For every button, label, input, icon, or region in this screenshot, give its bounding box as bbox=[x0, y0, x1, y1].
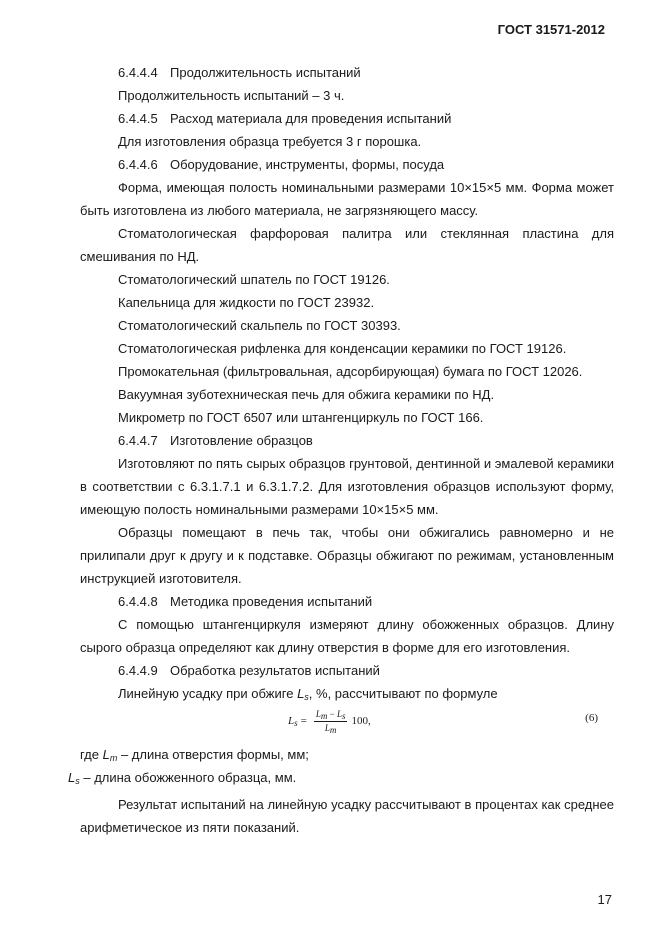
section-number: 6.4.4.8 bbox=[118, 594, 158, 609]
paragraph: Стоматологическая фарфоровая палитра или стеклянная пластина для смешивания по НД. bbox=[80, 226, 614, 264]
where-line-lm: где $L_m$ – длина отверстия формы, мм; bbox=[80, 747, 309, 763]
section-6-4-4-4 bbox=[80, 61, 614, 84]
paragraph: Образцы помещают в печь так, чтобы они обжигались равномерно и не прилипали друг к другу и к подставке. Образцы обжигают по режимам, установленным инструкцией изготовителя. bbox=[80, 525, 614, 586]
section-6-4-4-8 bbox=[80, 590, 614, 613]
section-number: 6.4.4.6 bbox=[118, 157, 158, 172]
section-title: Расход материала для проведения испытаний bbox=[170, 111, 452, 126]
section-6-4-4-6 bbox=[80, 153, 614, 176]
paragraph: Изготовляют по пять сырых образцов грунтовой, дентинной и эмалевой керамики в соответствии с 6.3.1.7.1 и 6.3.1.7.2. Для изготовления образцов используют форму, имеющую полость номинальными размерами 10×15×5 мм. bbox=[80, 456, 614, 517]
paragraph: Вакуумная зуботехническая печь для обжига керамики по НД. bbox=[118, 387, 495, 402]
paragraph: Микрометр по ГОСТ 6507 или штангенциркуль по ГОСТ 166. bbox=[118, 410, 484, 425]
paragraph: Результат испытаний на линейную усадку рассчитывают в процентах как среднее арифметическое из пяти показаний. bbox=[80, 797, 614, 835]
section-6-4-4-7 bbox=[80, 429, 614, 452]
where-line-ls: $L_s$ – длина обожженного образца, мм. bbox=[68, 770, 297, 786]
section-title: Изготовление образцов bbox=[170, 433, 313, 448]
section-title: Продолжительность испытаний bbox=[170, 65, 361, 80]
page-number: 17 bbox=[597, 892, 612, 907]
paragraph: Стоматологическая рифленка для конденсации керамики по ГОСТ 19126. bbox=[118, 341, 567, 356]
paragraph: Продолжительность испытаний – 3 ч. bbox=[118, 88, 345, 103]
page-content bbox=[68, 61, 614, 839]
formula-block bbox=[80, 707, 614, 743]
paragraph: Капельница для жидкости по ГОСТ 23932. bbox=[118, 295, 375, 310]
section-number: 6.4.4.7 bbox=[118, 433, 158, 448]
formula-multiplier: 100, bbox=[351, 715, 371, 727]
section-title: Оборудование, инструменты, формы, посуда bbox=[170, 157, 445, 172]
paragraph: Стоматологический шпатель по ГОСТ 19126. bbox=[118, 272, 390, 287]
section-6-4-4-5 bbox=[80, 107, 614, 130]
section-number: 6.4.4.9 bbox=[118, 663, 158, 678]
section-title: Обработка результатов испытаний bbox=[170, 663, 380, 678]
section-6-4-4-9 bbox=[80, 659, 614, 682]
equation-number: (6) bbox=[585, 712, 598, 724]
formula-intro: Линейную усадку при обжиге $L_s$, %, рассчитывают по формуле bbox=[118, 686, 498, 702]
document-header: ГОСТ 31571-2012 bbox=[497, 22, 605, 37]
paragraph: Промокательная (фильтровальная, адсорбирующая) бумага по ГОСТ 12026. bbox=[118, 364, 583, 379]
paragraph: С помощью штангенциркуля измеряют длину обожженных образцов. Длину сырого образца определяют как длину отверстия в форме для его изготовления. bbox=[80, 617, 614, 655]
formula-fraction: $\frac{L_m - L_s}{L_m}$ bbox=[315, 709, 346, 735]
paragraph: Для изготовления образца требуется 3 г порошка. bbox=[118, 134, 422, 149]
paragraph: Стоматологический скальпель по ГОСТ 30393. bbox=[118, 318, 401, 333]
section-title: Методика проведения испытаний bbox=[170, 594, 373, 609]
section-number: 6.4.4.5 bbox=[118, 111, 158, 126]
shrinkage-formula: $L_s$ = $\frac{L_m - L_s}{L_m}$ 100, bbox=[288, 709, 371, 735]
paragraph: Форма, имеющая полость номинальными размерами 10×15×5 мм. Форма может быть изготовлена из любого материала, не загрязняющего массу. bbox=[80, 180, 614, 218]
section-number: 6.4.4.4 bbox=[118, 65, 158, 80]
